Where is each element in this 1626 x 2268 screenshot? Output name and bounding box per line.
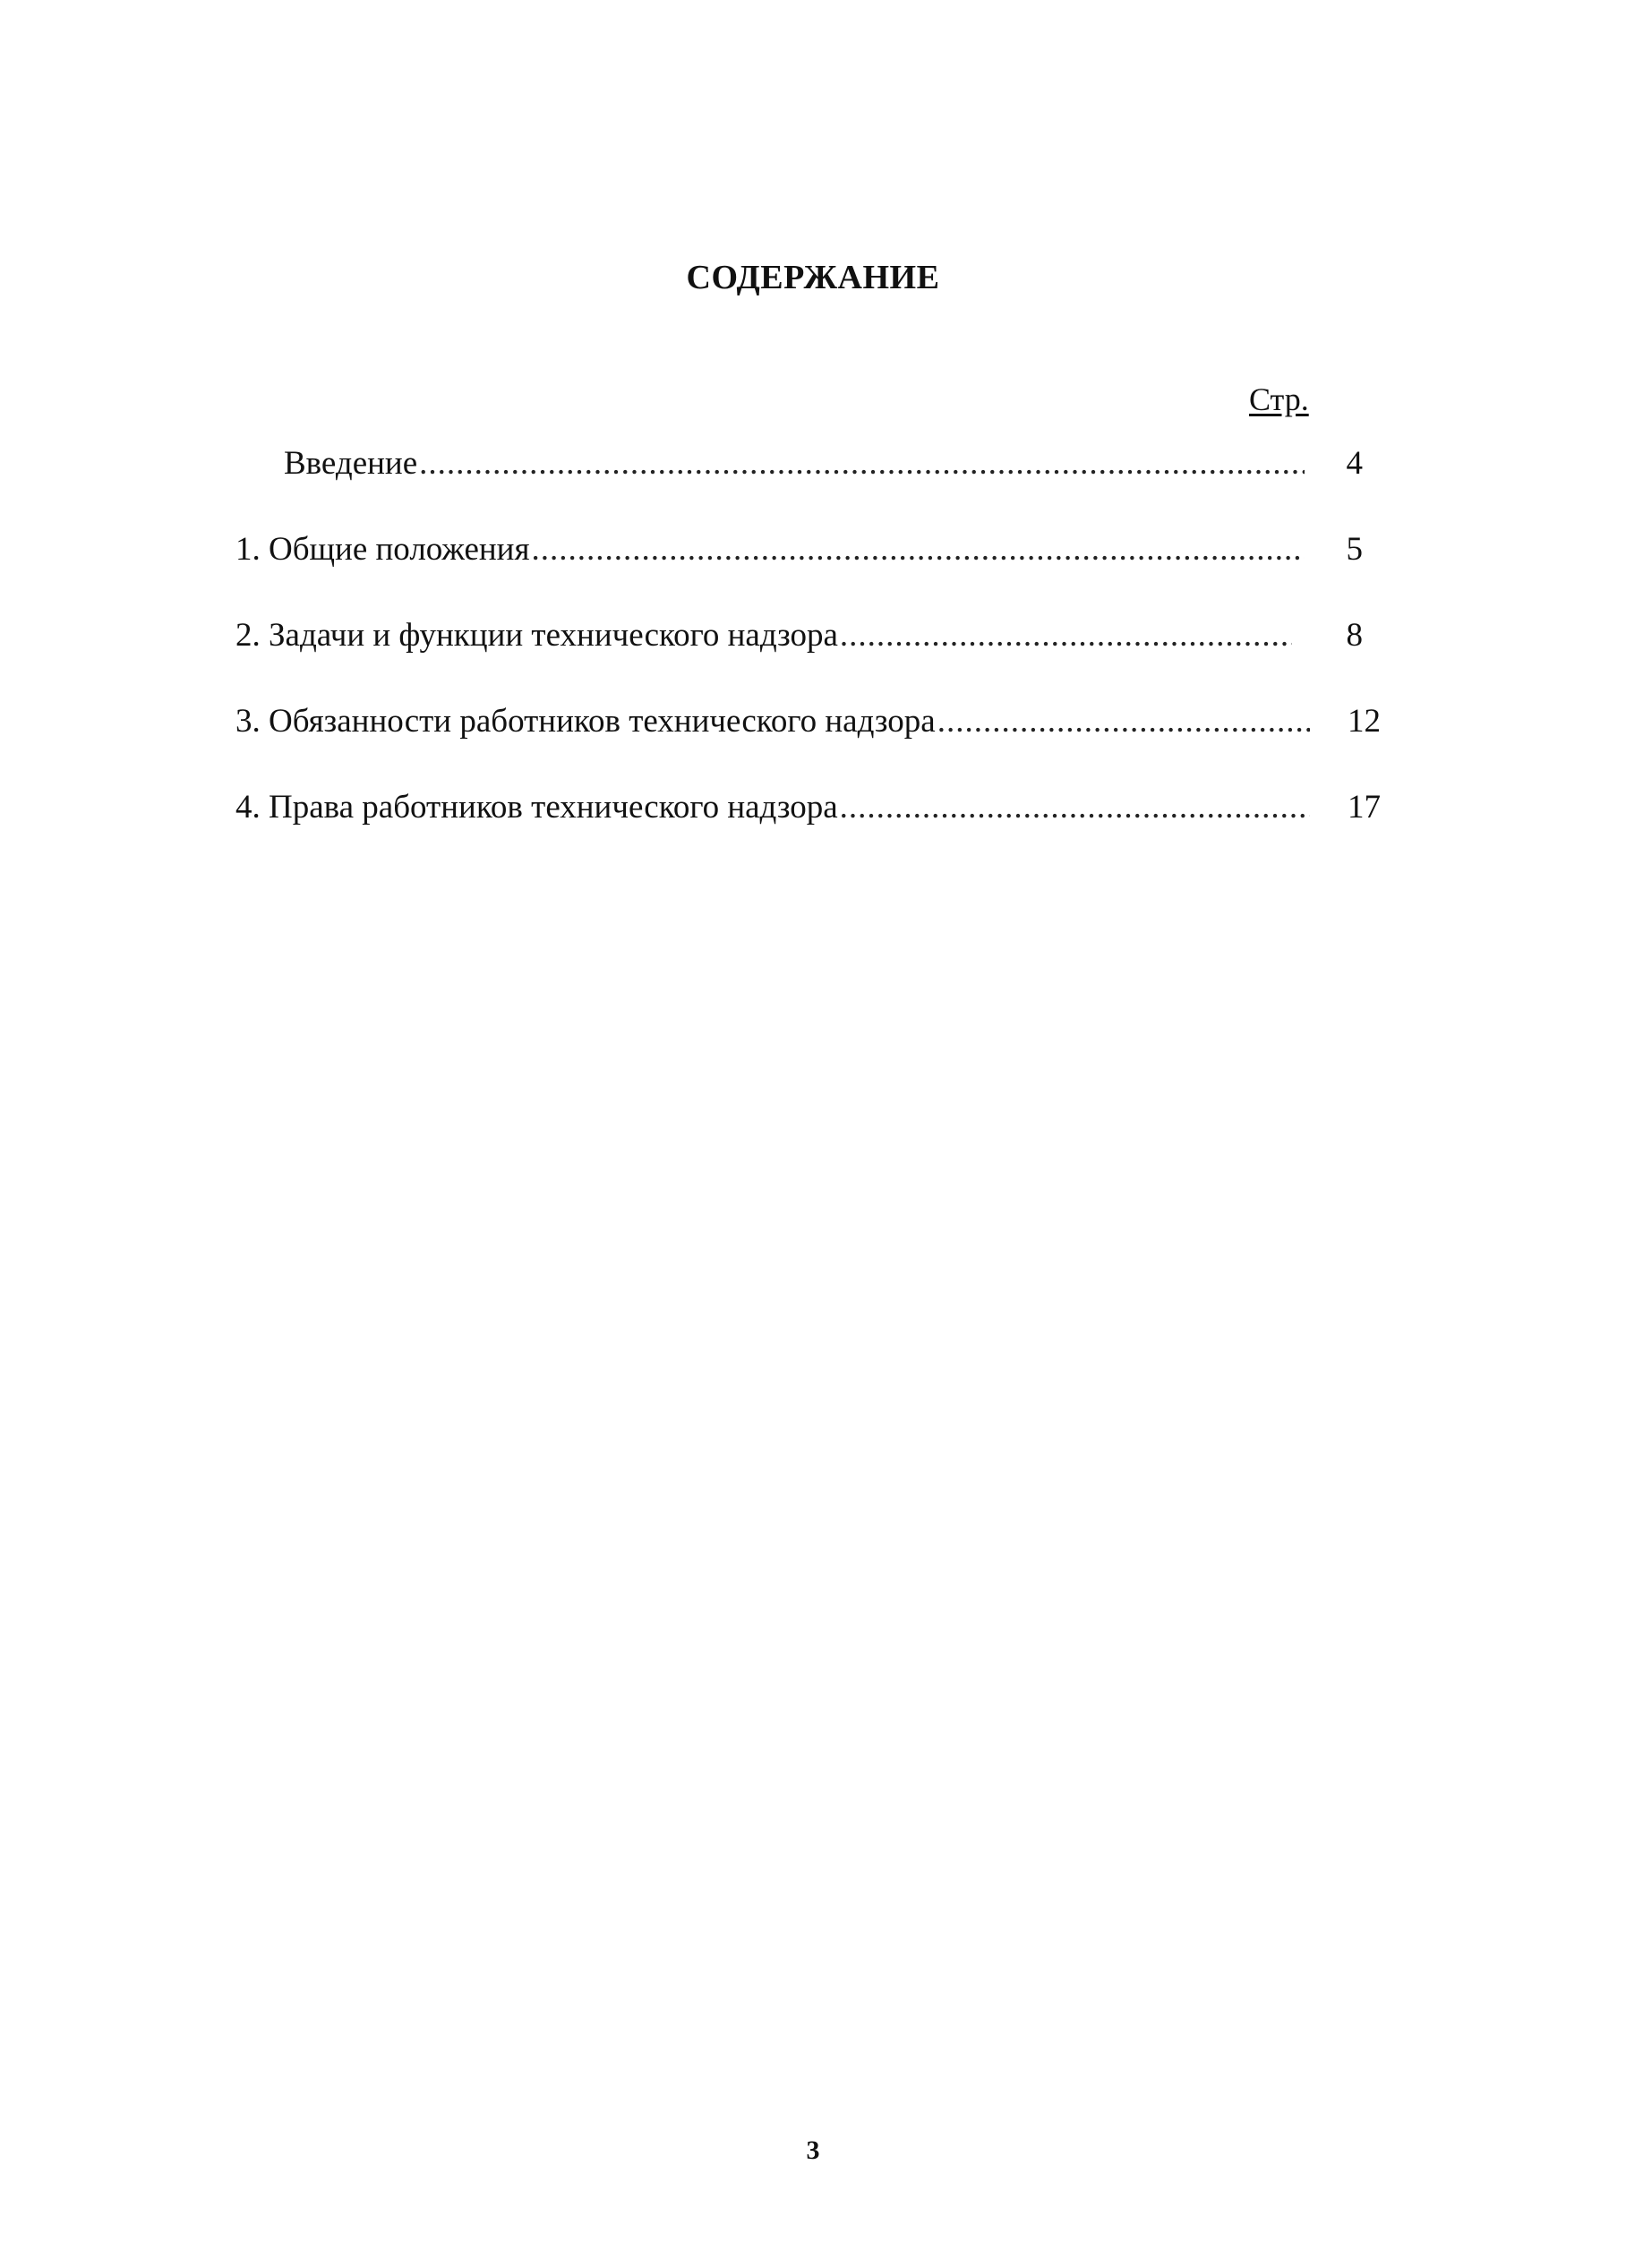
page-number: 3: [806, 2135, 820, 2165]
toc-dot-leader: [937, 702, 1310, 740]
toc-entry-section-2[interactable]: [235, 616, 1301, 661]
toc-entry-page-number: 4: [1346, 445, 1363, 482]
toc-entry-section-1[interactable]: [235, 530, 1314, 575]
toc-entry-title: Введение: [284, 445, 418, 482]
toc-entry-introduction[interactable]: [284, 444, 1314, 489]
toc-entry-title: 3. Обязанности работников технического надзора: [235, 703, 936, 740]
toc-entry-title: 1. Общие положения: [235, 531, 530, 568]
toc-entry-section-4[interactable]: [235, 788, 1319, 833]
toc-entry-title: 2. Задачи и функции технического надзора: [235, 617, 838, 654]
toc-entry-page-number: 12: [1348, 703, 1381, 740]
toc-entry-page-number: 8: [1346, 617, 1363, 654]
page-column-header: Стр.: [1249, 381, 1309, 417]
table-of-contents: [0, 0, 1626, 895]
toc-entry-section-3[interactable]: [235, 702, 1319, 747]
toc-entry-title: 4. Права работников технического надзора: [235, 789, 838, 826]
toc-dot-leader: [840, 788, 1310, 826]
toc-dot-leader: [419, 444, 1305, 483]
toc-title: СОДЕРЖАНИЕ: [686, 259, 940, 296]
toc-dot-leader: [840, 616, 1292, 655]
toc-dot-leader: [531, 530, 1305, 569]
toc-entry-page-number: 17: [1348, 789, 1381, 826]
toc-entry-page-number: 5: [1346, 531, 1363, 568]
